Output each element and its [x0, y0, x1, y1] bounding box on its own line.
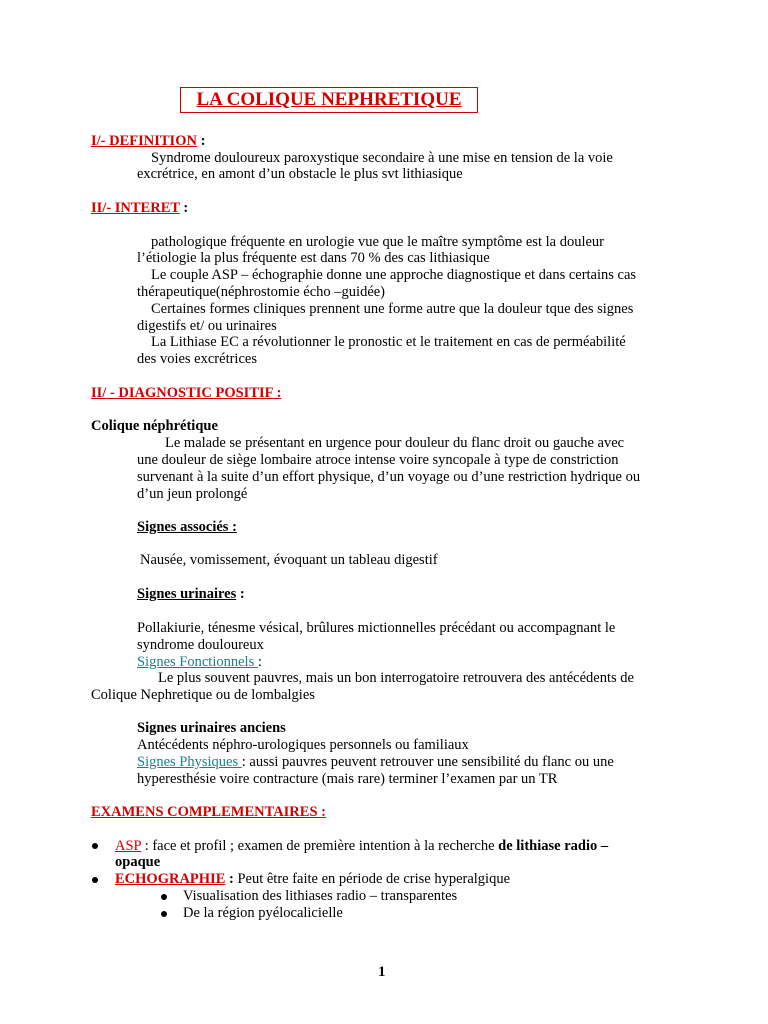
examens-heading: EXAMENS COMPLEMENTAIRES :	[91, 804, 326, 820]
interet-line-7: La Lithiase EC a révolutionner le pronostic et le traitement en cas de perméabilité	[151, 334, 626, 350]
echo-sub-2: De la région pyélocalicielle	[183, 905, 343, 921]
interet-line-3: Le couple ASP – échographie donne une approche diagnostique et dans certains cas	[151, 267, 637, 283]
signes-physiques-line: Signes Physiques : aussi pauvres peuvent retrouver une sensibilité du flanc ou une	[137, 754, 614, 770]
signes-fonctionnels-line: Signes Fonctionnels :	[137, 654, 262, 670]
colique-subheading: Colique néphrétique	[91, 418, 218, 434]
diagnostic-para-1: Le malade se présentant en urgence pour douleur du flanc droit ou gauche avec	[165, 435, 625, 451]
page-number: 1	[378, 964, 386, 980]
interet-line-2: l’étiologie la plus fréquente est dans 70 % des cas lithiasique	[137, 250, 490, 266]
signes-associes-label: Signes associés :	[137, 519, 237, 535]
definition-heading: I/- DEFINITION	[91, 133, 197, 149]
signes-urinaires-line-2: syndrome douloureux	[137, 637, 264, 653]
interet-line-8: des voies excrétrices	[137, 351, 257, 367]
fonctionnels-line-2: Colique Nephretique ou de lombalgies	[91, 687, 315, 703]
asp-label: ASP	[115, 838, 142, 854]
interet-line-4: thérapeutique(néphrostomie écho –guidée)	[137, 284, 386, 300]
signes-urinaires-line-1: Pollakiurie, ténesme vésical, brûlures mictionnelles précédant ou accompagnant le	[137, 620, 616, 636]
physiques-line-2: hyperesthésie voire contracture (mais rare) terminer l’examen par un TR	[137, 771, 558, 787]
echo-item: ECHOGRAPHIE : Peut être faite en période de crise hyperalgique	[115, 871, 511, 887]
diagnostic-para-4: d’un jeun prolongé	[137, 486, 248, 502]
echo-sub-1: Visualisation des lithiases radio – transparentes	[183, 888, 458, 904]
signes-physiques-link[interactable]: Signes Physiques	[137, 754, 242, 770]
signes-associes-text: Nausée, vomissement, évoquant un tableau digestif	[140, 552, 438, 568]
definition-line-2: excrétrice, en amont d’un obstacle le plus svt lithiasique	[137, 166, 463, 182]
signes-urinaires-label: Signes urinaires	[137, 586, 237, 602]
interet-line-6: digestifs et/ ou urinaires	[137, 318, 277, 334]
diagnostic-para-3: survenant à la suite d’un effort physique, d’un voyage ou d’une restriction hydrique ou	[137, 469, 641, 485]
diagnostic-heading: II/ - DIAGNOSTIC POSITIF :	[91, 385, 282, 401]
definition-line-1: Syndrome douloureux paroxystique secondaire à une mise en tension de la voie	[151, 150, 613, 166]
bullet-icon	[92, 877, 98, 883]
bullet-icon	[161, 911, 167, 917]
anciens-label: Signes urinaires anciens	[137, 720, 286, 736]
echo-label: ECHOGRAPHIE	[115, 871, 226, 887]
bullet-icon	[92, 843, 98, 849]
definition-heading-line: I/- DEFINITION :	[91, 133, 206, 149]
signes-fonctionnels-link[interactable]: Signes Fonctionnels	[137, 654, 258, 670]
bullet-icon	[161, 894, 167, 900]
fonctionnels-line-1: Le plus souvent pauvres, mais un bon interrogatoire retrouvera des antécédents de	[158, 670, 634, 686]
interet-heading-line: II/- INTERET :	[91, 200, 189, 216]
signes-urinaires-heading: Signes urinaires :	[137, 586, 245, 602]
interet-line-1: pathologique fréquente en urologie vue que le maître symptôme est la douleur	[151, 234, 604, 250]
interet-heading: II/- INTERET	[91, 200, 180, 216]
document-title: LA COLIQUE NEPHRETIQUE	[180, 87, 478, 113]
asp-item-line-2: opaque	[115, 854, 161, 870]
interet-line-5: Certaines formes cliniques prennent une forme autre que la douleur tque des signes	[151, 301, 634, 317]
asp-item: ASP : face et profil ; examen de première intention à la recherche de lithiase radio –	[115, 838, 609, 854]
anciens-text: Antécédents néphro-urologiques personnels ou familiaux	[137, 737, 469, 753]
diagnostic-para-2: une douleur de siège lombaire atroce intense voire syncopale à type de constriction	[137, 452, 619, 468]
